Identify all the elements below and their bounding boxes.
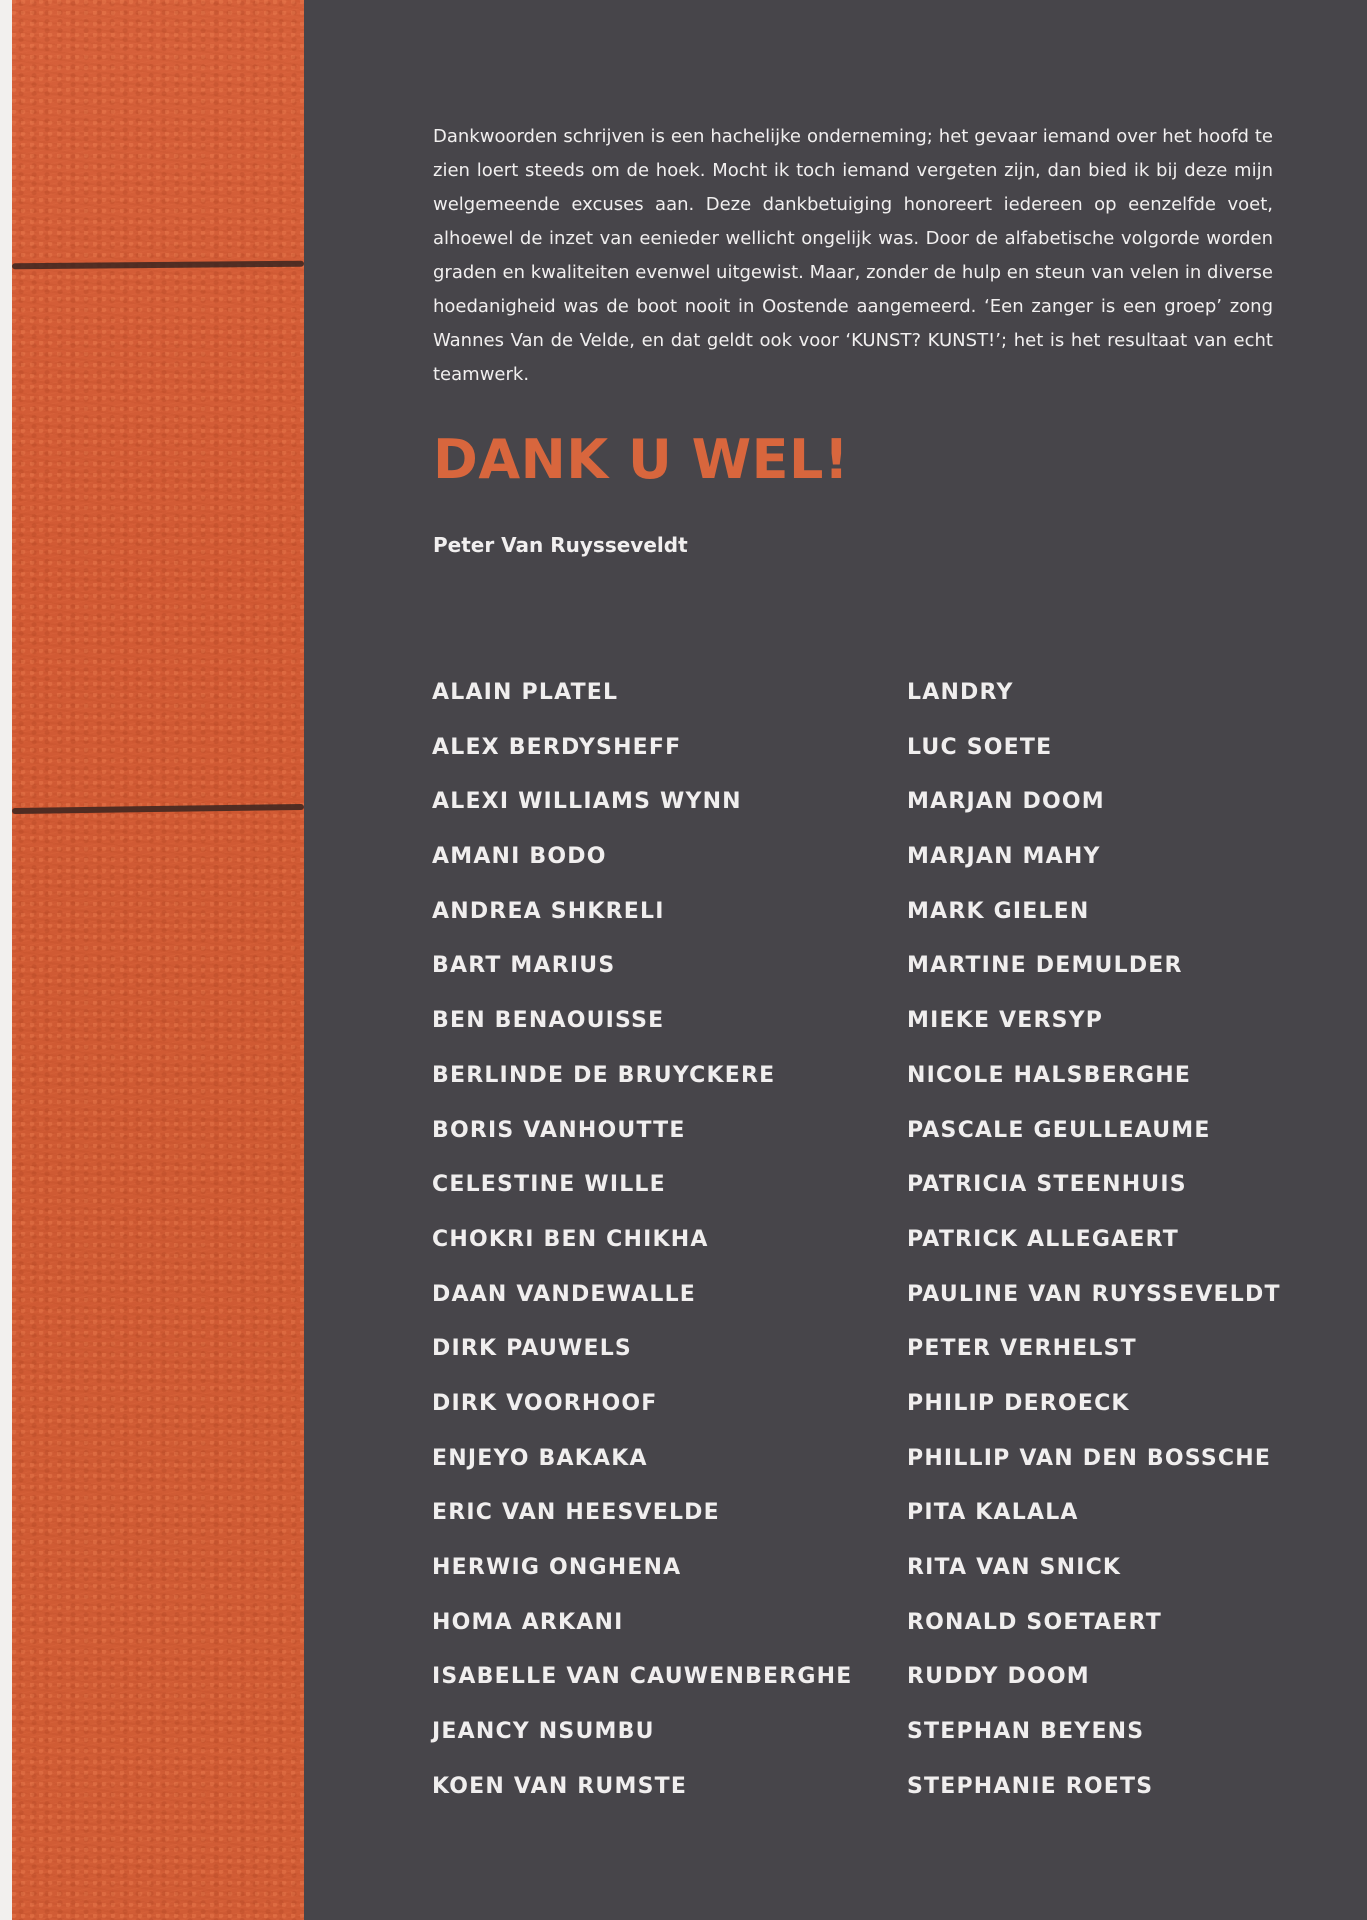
name-item: DIRK VOORHOOF — [432, 1390, 658, 1416]
name-item: DAAN VANDEWALLE — [432, 1281, 697, 1307]
name-item: PETER VERHELST — [907, 1336, 1137, 1362]
name-item: LUC SOETE — [907, 734, 1053, 760]
name-item: HOMA ARKANI — [432, 1609, 624, 1635]
intro-paragraph: Dankwoorden schrijven is een hachelijke onderneming; het gevaar iemand over het hoofd te zien loert steeds om de hoek. Mocht ik toch iemand vergeten zijn, dan bied ik bij deze mijn welgemeende excuses aan. Deze dankbetuiging honoreert iedereen op eenzelfde voet, alhoewel de inzet van eenieder wellicht ongelijk was. Door de alfabetische volgorde worden graden en kwaliteiten evenwel uitgewist. Maar, zonder de hulp en steun van velen in diverse hoedanigheid was de boot nooit in Oostende aangemeerd. ‘Een zanger is een groep’ zong Wannes Van de Velde, en dat geldt ook voor ‘KUNST? KUNST!’; het is het resultaat van echt teamwerk. — [433, 126, 1273, 385]
name-item: PHILIP DEROECK — [907, 1390, 1130, 1416]
name-item: PASCALE GEULLEAUME — [907, 1117, 1211, 1143]
page-title: DANK U WEL! — [433, 428, 850, 491]
name-item: KOEN VAN RUMSTE — [432, 1773, 688, 1799]
names-column-right — [907, 676, 1281, 1824]
name-item: PAULINE VAN RUYSSEVELDT — [907, 1281, 1281, 1307]
name-item: STEPHANIE ROETS — [907, 1773, 1154, 1799]
name-item: MIEKE VERSYP — [907, 1008, 1104, 1034]
name-item: RITA VAN SNICK — [907, 1555, 1122, 1580]
name-item: BORIS VANHOUTTE — [432, 1117, 686, 1143]
name-item: BEN BENAOUISSE — [432, 1008, 665, 1034]
carpet-stripe-top — [12, 261, 304, 270]
name-item: CHOKRI BEN CHIKHA — [432, 1226, 709, 1252]
author-name: Peter Van Ruysseveldt — [433, 533, 688, 557]
name-item: PHILLIP VAN DEN BOSSCHE — [907, 1445, 1272, 1471]
name-item: ENJEYO BAKAKA — [432, 1445, 648, 1471]
orange-carpet-strip — [12, 0, 304, 1920]
name-item: RUDDY DOOM — [907, 1664, 1090, 1690]
name-item: DIRK PAUWELS — [432, 1336, 632, 1362]
name-item: MARK GIELEN — [907, 898, 1090, 924]
name-item: AMANI BODO — [432, 844, 607, 870]
name-item: MARTINE DEMULDER — [907, 953, 1183, 979]
name-item: ALAIN PLATEL — [432, 680, 619, 705]
name-item: PATRICIA STEENHUIS — [907, 1172, 1187, 1198]
name-item: JEANCY NSUMBU — [432, 1719, 655, 1745]
name-item: PATRICK ALLEGAERT — [907, 1226, 1179, 1252]
name-item: BERLINDE DE BRUYCKERE — [432, 1062, 776, 1088]
name-item: CELESTINE WILLE — [432, 1172, 666, 1198]
name-item: ERIC VAN HEESVELDE — [432, 1500, 720, 1526]
name-item: NICOLE HALSBERGHE — [907, 1062, 1192, 1088]
name-item: STEPHAN BEYENS — [907, 1719, 1145, 1745]
name-item: BART MARIUS — [432, 953, 616, 979]
name-item: HERWIG ONGHENA — [432, 1555, 682, 1580]
name-item: ANDREA SHKRELI — [432, 898, 665, 924]
text-panel — [304, 0, 1367, 1920]
name-item: ALEXI WILLIAMS WYNN — [432, 789, 742, 815]
carpet-stripe-bottom — [12, 804, 304, 814]
name-item: MARJAN DOOM — [907, 789, 1105, 815]
name-item: ISABELLE VAN CAUWENBERGHE — [432, 1664, 853, 1690]
names-column-left — [432, 676, 853, 1824]
name-item: LANDRY — [907, 680, 1014, 705]
name-item: MARJAN MAHY — [907, 844, 1101, 870]
name-item: RONALD SOETAERT — [907, 1609, 1162, 1635]
name-item: PITA KALALA — [907, 1500, 1079, 1526]
name-item: ALEX BERDYSHEFF — [432, 734, 682, 760]
